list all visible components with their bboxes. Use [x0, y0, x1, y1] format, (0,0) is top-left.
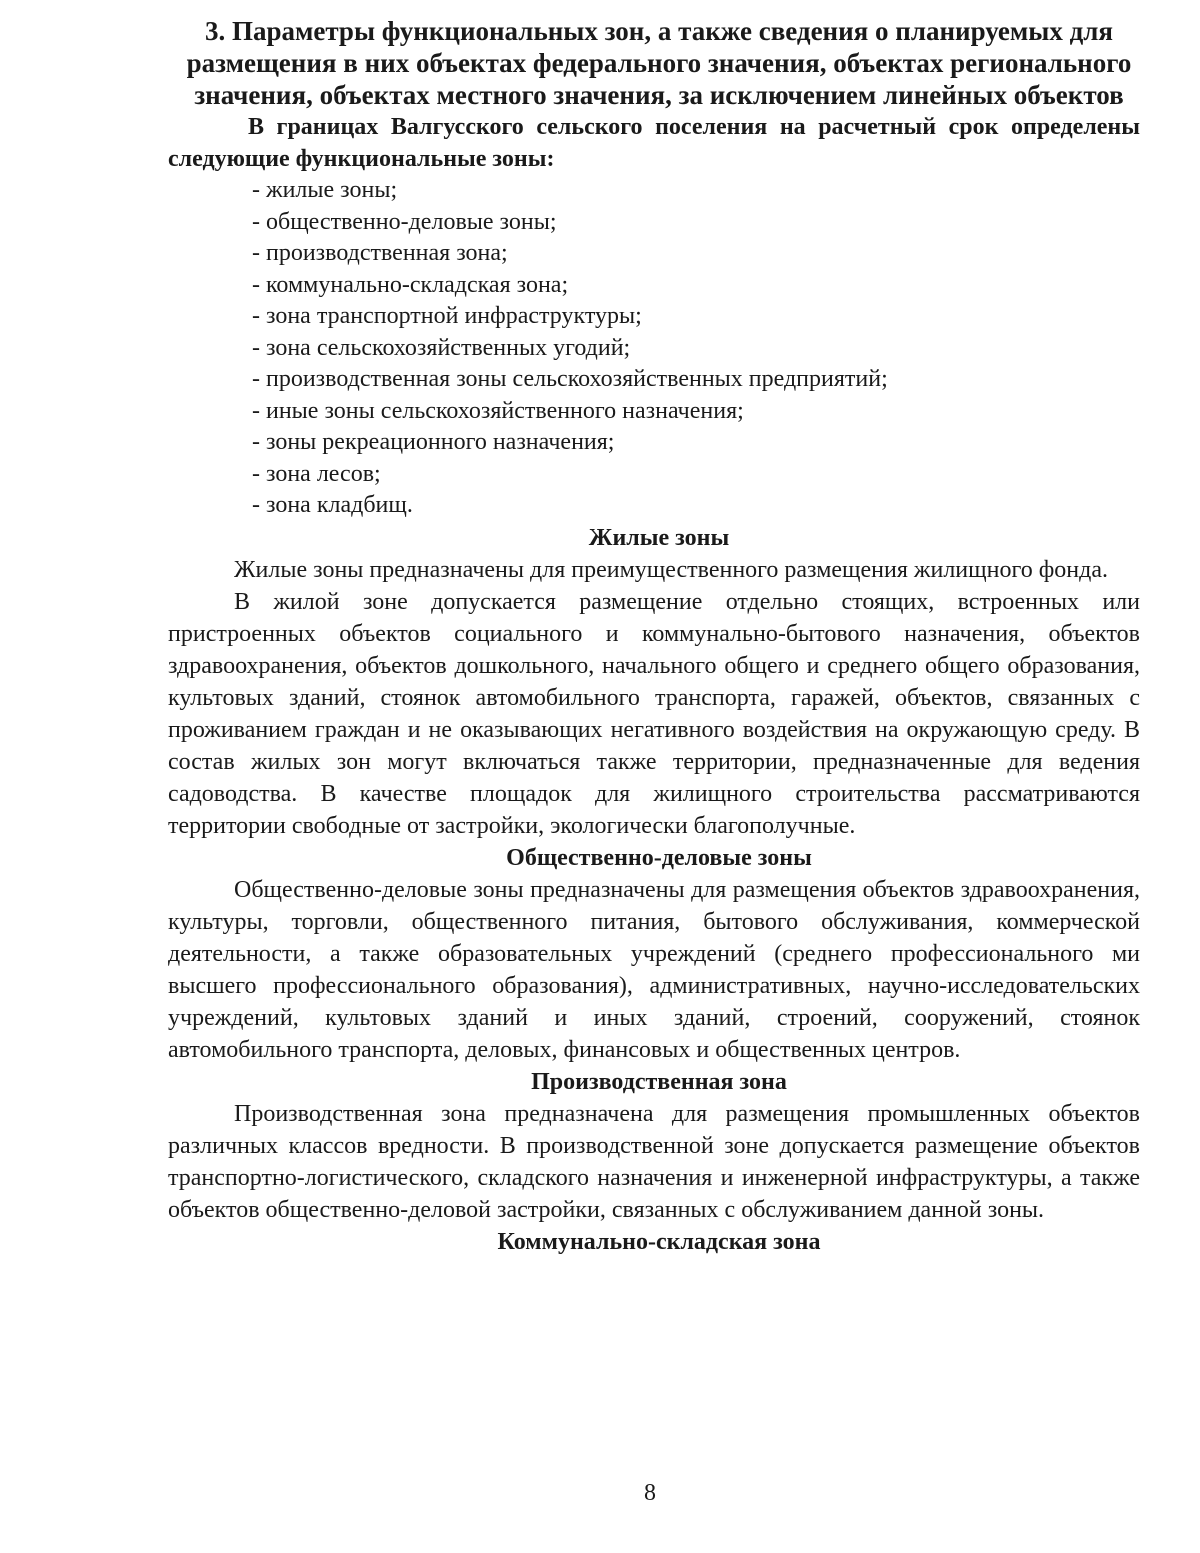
- page-number: 8: [644, 1480, 656, 1506]
- list-item: - зона транспортной инфраструктуры;: [252, 303, 642, 329]
- zones-list: [168, 175, 1140, 522]
- list-item: - производственная зона;: [252, 240, 508, 266]
- list-item: - иные зоны сельскохозяйственного назначения;: [252, 397, 744, 424]
- list-item: - зона лесов;: [252, 460, 381, 487]
- page-content: [168, 15, 1140, 1258]
- list-item: - коммунально-складская зона;: [252, 271, 569, 298]
- section-heading-residential: Жилые зоны: [588, 524, 730, 551]
- list-item: - жилые зоны;: [252, 177, 398, 203]
- list-item: - зона сельскохозяйственных угодий;: [252, 334, 631, 361]
- section-heading-communal: Коммунально-складская зона: [497, 1228, 821, 1255]
- residential-paragraph-1: Жилые зоны предназначены для преимущественного размещения жилищного фонда.: [234, 556, 1108, 583]
- industrial-paragraph: Производственная зона предназначена для размещения промышленных объектов различных классов вредности. В производственной зоне допускается размещение объектов транспортно-логистического, складского назначения и инженерной инфраструктуры, а также объектов общественно-деловой застройки, связанных с обслуживанием данной зоны.: [168, 1100, 1140, 1223]
- business-paragraph: Общественно-деловые зоны предназначены для размещения объектов здравоохранения, культуры, торговли, общественного питания, бытового обслуживания, коммерческой деятельности, а также образовательных учреждений (среднего профессионального ми высшего профессионального образования), административных, научно-исследовательских учреждений, культовых зданий и иных зданий, строений, сооружений, стоянок автомобильного транспорта, деловых, финансовых и общественных центров.: [168, 876, 1140, 1063]
- residential-paragraph-2: В жилой зоне допускается размещение отдельно стоящих, встроенных или пристроенных объектов социального и коммунально-бытового назначения, объектов здравоохранения, объектов дошкольного, начального общего и среднего общего образования, культовых зданий, стоянок автомобильного транспорта, гаражей, объектов, связанных с проживанием граждан и не оказывающих негативного воздействия на окружающую среду. В состав жилых зон могут включаться также территории, предназначенные для ведения садоводства. В качестве площадок для жилищного строительства рассматриваются территории свободные от застройки, экологически благополучные.: [168, 588, 1140, 839]
- list-item: - зоны рекреационного назначения;: [252, 429, 615, 455]
- document-title: 3. Параметры функциональных зон, а также сведения о планируемых для размещения в них объектах федерального значения, объектах регионального значения, объектах местного значения, за исключением линейных объектов: [186, 16, 1132, 110]
- list-item: - производственная зоны сельскохозяйственных предприятий;: [252, 366, 888, 392]
- list-item: - общественно-деловые зоны;: [252, 208, 557, 235]
- section-heading-industrial: Производственная зона: [531, 1068, 787, 1095]
- section-heading-business: Общественно-деловые зоны: [506, 844, 812, 871]
- list-item: - зона кладбищ.: [252, 492, 413, 518]
- intro-paragraph: В границах Валгусского сельского поселения на расчетный срок определены следующие функциональные зоны:: [168, 114, 1140, 172]
